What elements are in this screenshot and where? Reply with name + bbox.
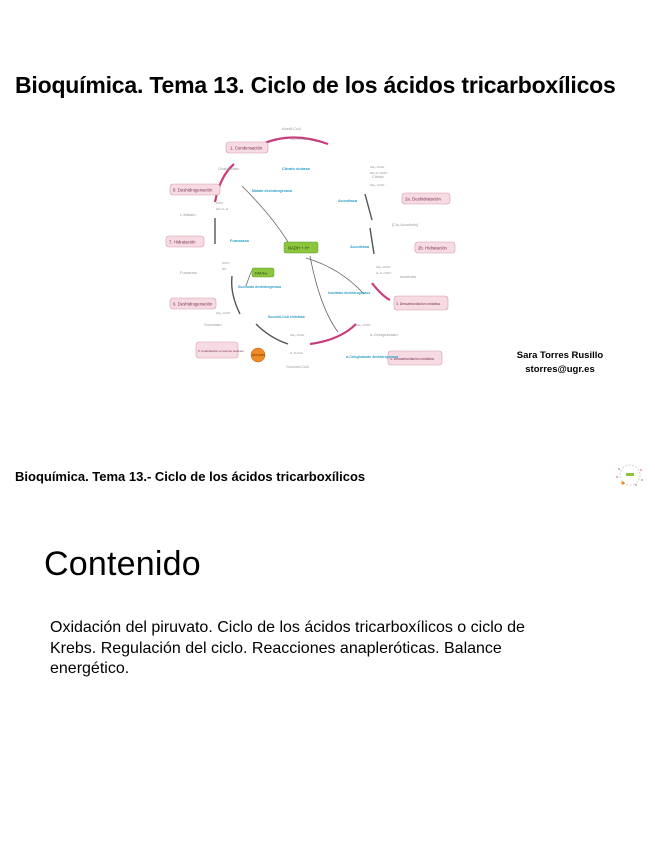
svg-text:HC: HC bbox=[222, 267, 227, 271]
isocitrate-dh-arrow bbox=[372, 283, 390, 300]
gtp-label: GTP (ATP) bbox=[252, 354, 265, 357]
enzyme-citrate-synthase: Citrato sintasa bbox=[282, 166, 310, 171]
contenido-body bbox=[50, 618, 590, 680]
slide2-header: Bioquímica. Tema 13.- Ciclo de los ácidos tricarboxílicos bbox=[15, 469, 366, 484]
mini-cycle-thumbnail-icon bbox=[612, 460, 648, 490]
metabolite-l-malate: L-Malato bbox=[180, 212, 196, 217]
svg-text:COO⁻: COO⁻ bbox=[222, 261, 231, 265]
metabolite-cis-aconitate: [Cis-Aconitato] bbox=[392, 222, 419, 227]
svg-text:CH₂–COO⁻: CH₂–COO⁻ bbox=[290, 333, 306, 337]
step-4: 4. Descarboxilación oxidativa bbox=[390, 357, 434, 361]
enzyme-aconitase-2: Aconitasa bbox=[350, 244, 370, 249]
step-2b: 2b. Hidratación bbox=[418, 245, 447, 251]
metabolite-oxaloacetate: Oxalacetato bbox=[218, 166, 240, 171]
svg-text:CH₂–COO⁻: CH₂–COO⁻ bbox=[376, 265, 392, 269]
step-1: 1. Condensación bbox=[230, 145, 263, 151]
center-nadh-label: NADH + H⁺ bbox=[288, 245, 310, 251]
akg-dh-arrow bbox=[310, 324, 356, 344]
krebs-cycle-diagram bbox=[160, 118, 460, 376]
contenido-line-1: Oxidación del piruvato. Ciclo de los ácidos tricarboxílicos o ciclo de bbox=[50, 619, 525, 636]
contenido-line-3: energético. bbox=[50, 660, 130, 677]
step-3: 3. Descarboxilación oxidativa bbox=[396, 302, 440, 306]
fadh2-label: FADH₂ bbox=[255, 270, 268, 276]
enzyme-akg-dh: α-Cetoglutarato deshidrogenasa bbox=[346, 355, 399, 359]
metabolite-akg: α-Cetoglutarato bbox=[370, 332, 398, 337]
svg-text:CH₂–COO⁻: CH₂–COO⁻ bbox=[356, 323, 372, 327]
step-2a: 2a. Deshidratación bbox=[405, 196, 441, 202]
aconitase-arrow-1 bbox=[365, 194, 372, 220]
step-7: 7. Hidratación bbox=[169, 239, 196, 245]
contenido-heading: Contenido bbox=[44, 545, 201, 583]
step-5: 5. Fosforilación a nivel de sustrato bbox=[198, 349, 244, 353]
enzyme-isocitrate-dh: Isocitrato deshidrogenasa bbox=[328, 291, 371, 295]
svg-text:CH₃–C–S-CoA: CH₃–C–S-CoA bbox=[290, 137, 310, 141]
contenido-line-2: Krebs. Regulación del ciclo. Reacciones anapleróticas. Balance bbox=[50, 639, 502, 657]
svg-text:CH₂–COO⁻: CH₂–COO⁻ bbox=[370, 165, 386, 169]
svg-text:H–C–COO⁻: H–C–COO⁻ bbox=[376, 271, 393, 275]
succinyl-arrow bbox=[256, 324, 288, 344]
svg-text:COO⁻: COO⁻ bbox=[216, 201, 225, 205]
succinate-dh-arrow bbox=[232, 276, 240, 314]
step-6: 6. Deshidrogenación bbox=[173, 301, 213, 307]
metabolite-acetyl-coa: Acetil-CoA bbox=[282, 126, 301, 131]
author-name: Sara Torres Rusillo bbox=[516, 350, 604, 361]
enzyme-malate-dh: Malato deshidrogenasa bbox=[252, 189, 292, 193]
svg-text:C–S-CoA: C–S-CoA bbox=[290, 351, 303, 355]
enzyme-succinate-dh: Succinato deshidrogenasa bbox=[238, 285, 282, 289]
svg-text:CH₂–COO⁻: CH₂–COO⁻ bbox=[216, 311, 232, 315]
aconitase-arrow-2 bbox=[370, 228, 374, 254]
svg-text:CH₂–COO⁻: CH₂–COO⁻ bbox=[370, 183, 386, 187]
enzyme-succinyl-coa-synthetase: Succinil-CoA sintetasa bbox=[268, 315, 305, 319]
author-email: storres@ugr.es bbox=[525, 364, 595, 375]
svg-text:HO–C–COO⁻: HO–C–COO⁻ bbox=[370, 171, 389, 175]
metabolite-succinyl-coa: Succinil-CoA bbox=[286, 364, 309, 369]
metabolite-isocitrate: Isocitrato bbox=[400, 274, 417, 279]
enzyme-fumarase: Fumarasa bbox=[230, 238, 249, 243]
author-block bbox=[500, 349, 620, 377]
metabolite-fumarate: Fumarato bbox=[180, 270, 198, 275]
enzyme-aconitase-1: Aconitasa bbox=[338, 198, 358, 203]
step-8: 8. Deshidrogenación bbox=[173, 187, 213, 193]
svg-text:HO–C–H: HO–C–H bbox=[216, 207, 229, 211]
metabolite-succinate: Succinato bbox=[204, 322, 222, 327]
slide1-title: Bioquímica. Tema 13. Ciclo de los ácidos tricarboxílicos bbox=[15, 72, 616, 98]
metabolite-citrate: Citrato bbox=[372, 174, 384, 179]
